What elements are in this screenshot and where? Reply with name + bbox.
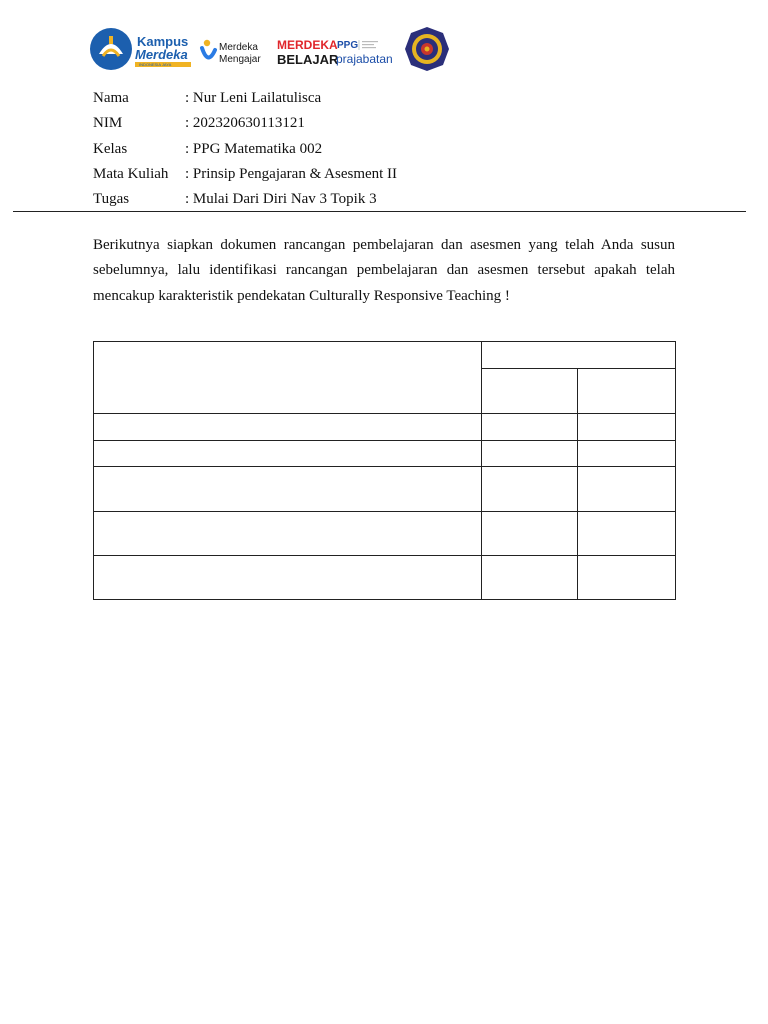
- info-value: : 202320630113121: [185, 115, 305, 132]
- header-divider: [13, 211, 746, 212]
- table-cell: [482, 441, 578, 467]
- table-cell: [94, 414, 482, 441]
- table-header-row: [94, 342, 676, 369]
- table-subheader-cell: [482, 369, 578, 414]
- table-row: [94, 441, 676, 467]
- table-header-cell: [482, 342, 676, 369]
- table-row: [94, 556, 676, 600]
- instruction-paragraph: Berikutnya siapkan dokumen rancangan pembelajaran dan asesmen yang telah Anda susun sebelumnya, lalu identifikasi rancangan pembelajaran dan asesmen tersebut apakah telah mencakup karakteristik pendekatan Culturally Responsive Teaching !: [93, 237, 675, 304]
- table-row: [94, 414, 676, 441]
- belajar-text: BELAJAR: [277, 52, 339, 67]
- table-row: [94, 512, 676, 556]
- info-label: Nama: [93, 90, 129, 106]
- mengajar-text: Mengajar: [219, 54, 261, 65]
- info-label: NIM: [93, 115, 123, 132]
- table-cell: [578, 512, 676, 556]
- merdeka-text: MERDEKA: [277, 38, 338, 52]
- table-cell: [94, 512, 482, 556]
- info-row-mata-kuliah: [93, 162, 397, 187]
- info-row-nim: [93, 111, 397, 136]
- table-cell: [578, 414, 676, 441]
- kampus-text: Kampus: [137, 34, 189, 49]
- logo-strip: [89, 26, 454, 72]
- info-value: : Mulai Dari Diri Nav 3 Topik 3: [185, 191, 377, 208]
- info-label: Tugas: [93, 191, 130, 208]
- info-value: : Nur Leni Lailatulisca: [185, 90, 322, 106]
- kampus-merdeka-logo: [89, 26, 199, 72]
- info-row-kelas: [93, 137, 397, 162]
- table-subheader-cell: [578, 369, 676, 414]
- merdeka-mengajar-logo: [199, 26, 271, 72]
- identification-table: [93, 341, 676, 600]
- info-label: Mata Kuliah: [93, 165, 169, 182]
- table-row: [94, 467, 676, 512]
- table-cell: [94, 556, 482, 600]
- merdeka-text: Merdeka: [135, 47, 188, 62]
- student-info: [93, 86, 397, 212]
- table-cell: [578, 441, 676, 467]
- indonesia-jaya-text: INDONESIA JAYA: [139, 62, 172, 68]
- table-header-cell: [94, 342, 482, 414]
- table-cell: [94, 467, 482, 512]
- table-cell: [482, 512, 578, 556]
- ppg-prajabatan-logo: [335, 26, 405, 72]
- table-cell: [482, 414, 578, 441]
- info-value: : Prinsip Pengajaran & Asesment II: [185, 165, 398, 182]
- table-cell: [578, 467, 676, 512]
- table-cell: [482, 467, 578, 512]
- info-row-nama: [93, 86, 397, 111]
- ppg-text: PPG: [337, 40, 359, 51]
- info-row-tugas: [93, 187, 397, 212]
- info-value: : PPG Matematika 002: [185, 140, 323, 157]
- table-cell: [482, 556, 578, 600]
- university-seal-logo: [403, 26, 451, 72]
- prajabatan-text: prajabatan: [336, 52, 393, 66]
- table-cell: [94, 441, 482, 467]
- table-cell: [578, 556, 676, 600]
- merdeka-belajar-logo: [275, 26, 339, 72]
- info-label: Kelas: [93, 140, 128, 157]
- merdeka-text: Merdeka: [219, 42, 258, 53]
